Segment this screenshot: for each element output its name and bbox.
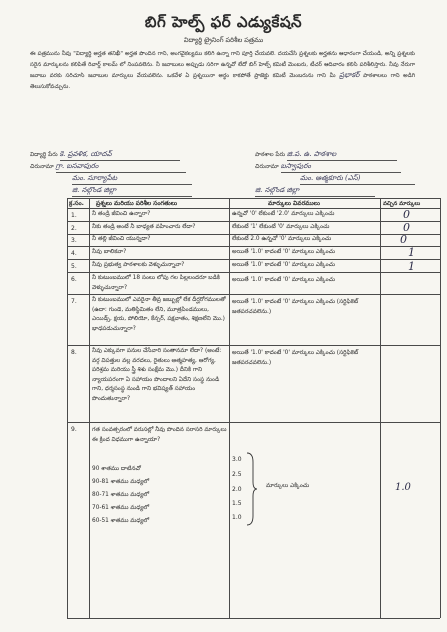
- row-1-mark[interactable]: 0: [403, 208, 410, 221]
- grade-3-score: 2.0: [232, 486, 242, 493]
- student-name-value[interactable]: కె. ప్రవళిక, యాదవ్: [60, 150, 180, 161]
- table-bottom-border: [67, 618, 440, 619]
- row-5-detail: అయితే '1.0' కాదంటే '0' మార్కులు ఎక్కించు: [232, 262, 335, 268]
- table-divider-3: [380, 198, 381, 618]
- instructions-text-end: పాఠశాలలు గాని అడిగి తెలుసుకోవచ్చును.: [30, 73, 416, 90]
- district-right-field[interactable]: [255, 186, 375, 197]
- village-label: చిరునామా: [255, 164, 279, 170]
- row-6-border: [67, 294, 440, 295]
- row-6-number: 6.: [71, 276, 77, 283]
- mandal-left-field[interactable]: [72, 174, 192, 185]
- grade-2-score: 2.5: [232, 471, 242, 478]
- row-5-border: [67, 272, 440, 273]
- brace-icon: [244, 452, 258, 527]
- table-divider-1: [89, 198, 90, 618]
- form-subtitle: విద్యార్థి ట్రైనింగ్ పరిశీల పత్రము: [183, 36, 264, 44]
- header-question: ప్రశ్నలు మరియు పరిశీల సంగతులు: [96, 200, 178, 207]
- student-name-field[interactable]: [30, 150, 180, 161]
- row-7-detail: అయితే '1.0' కాదంటే '0' మార్కులు ఎక్కించు (సర్టిఫికెట్ జతపరచవలెను.): [232, 299, 359, 315]
- address-field[interactable]: [30, 162, 186, 173]
- row-5-number: 5.: [71, 263, 77, 270]
- row-7-number: 7.: [71, 298, 77, 305]
- mandal-right-value[interactable]: మం. ఆత్మకూరు (ఎస్): [300, 174, 415, 185]
- table-border-left: [67, 198, 68, 618]
- district-left-value[interactable]: జి. నల్గొండ జిల్లా: [72, 186, 192, 197]
- row-4-number: 4.: [71, 250, 77, 257]
- row-9-question: గత సంవత్సరంలో వరుసల్లో నీవు పొందిన సరాసరి మార్కులు ఈ క్రింద విధముగా ఉన్నాయా?: [92, 427, 227, 443]
- row-9-detail: మార్కులు ఎక్కించు: [266, 483, 310, 489]
- mandal-right-field[interactable]: [300, 174, 415, 185]
- mandal-left-value[interactable]: మం. సూర్యాపేట: [72, 174, 192, 185]
- row-4-mark[interactable]: 1: [408, 246, 415, 259]
- row-1-question: నీ తండ్రి జీవించి ఉన్నారా?: [92, 211, 151, 217]
- instructions-paragraph: [30, 49, 415, 92]
- row-7-border: [67, 345, 440, 346]
- row-5-question: నీవు ప్రభుత్వ పాఠశాలకు వెళ్ళుచున్నావా?: [92, 262, 185, 268]
- row-8-border: [67, 422, 440, 423]
- row-4-border: [67, 259, 440, 260]
- table-border-right: [440, 198, 441, 618]
- header-marks: వచ్చిన మార్కులు: [383, 201, 421, 207]
- address-label: చిరునామా: [30, 164, 54, 170]
- header-sno: క్ర.సం.: [69, 200, 84, 207]
- village-value[interactable]: బస్వాపురం: [281, 162, 401, 173]
- row-3-number: 3.: [71, 237, 77, 244]
- row-5-mark[interactable]: 1: [408, 260, 415, 273]
- row-8-question: నీవు ఎక్కువగా పనుల చేసేవారి సంతానమా లేదా? (అంటే: వర్గ విపత్తుల వల్ల వరదలు, రైతులు ఆత్మహత్య, ఆరోగ్య, పరిశ్రమ మరియు స్త్రీ శిశు సంక్షేమ మొ.) దీనికి గాని న్యాయపరంగా ఏ సహాయం పొందాలని ఏదేని సంస్థ నుండి గాని, ధర్మసంస్థ నుండి గాని భవిష్యత్ సహాయం పొందుతున్నారా?: [92, 348, 222, 402]
- grade-1-label: 90 శాతము దాటినచో: [92, 466, 141, 472]
- row-3-detail: లేకుంటే 2.0 ఉన్నచో '0' మార్కులు ఎక్కించు: [232, 236, 332, 242]
- instructions-text: ఈ పత్రమును నీవు "విద్యార్థి అర్హత తనిఖీ" అర్హత పొందిన గాని, అంగవైకల్యము కలిగి ఉన్నా గాని పూర్తి చేయవలె. దయచేసి ప్రశ్నలకు అర్హతను ఆధారంగా చేయండి, అన్ని ప్రశ్నలకు సరైన మార్కులను కలిపితే రివార్డ్ కాలమ్ లో నింపవలెను. నీ జవాబులు అప్పుడు సరిగా ఉన్నవో లేదో బిగ్ హెల్ప్ కమిటీ మెంబరు, టీచర్ ఆదివారం కలిసి పరిశీలిస్తారు. నీవు నేరుగా జవాబు వరకు సరిచూసి జవాబుల మార్కులు వేయవలెను. ఒకవేళ ఏ ప్రశ్నయినా అర్థం కాకపోతే ప్రాజెక్టు కమిటీ మెంబరును గాని మీ: [30, 51, 415, 79]
- school-name-field[interactable]: [255, 150, 397, 161]
- row-2-number: 2.: [71, 225, 77, 232]
- row-2-question: నీకు తండ్రి అంటే నీ బాధ్యత వహించారు లేదా?: [92, 224, 196, 230]
- grade-3-label: 80-71 శాతము మధ్యలో: [92, 492, 150, 498]
- row-9-mark[interactable]: 1.0: [395, 482, 411, 493]
- handwritten-signature: ప్రభాకర్: [339, 71, 360, 79]
- table-top-border: [67, 198, 440, 199]
- grade-4-label: 70-61 శాతము మధ్యలో: [92, 505, 150, 511]
- grade-2-label: 90-81 శాతము మధ్యలో: [92, 479, 150, 485]
- row-2-mark[interactable]: 0: [403, 221, 410, 234]
- row-4-detail: అయితే '1.0' కాదంటే '0' మార్కులు ఎక్కించు: [232, 249, 335, 255]
- grade-1-score: 3.0: [232, 456, 242, 463]
- school-name-label: పాఠశాల పేరు: [255, 152, 286, 158]
- row-1-border: [67, 221, 440, 222]
- row-9-number: 9.: [71, 426, 77, 433]
- student-name-label: విద్యార్థి పేరు: [30, 152, 58, 158]
- school-name-value[interactable]: జి.ప. ఉ. పాఠశాల: [287, 150, 397, 161]
- form-title: బిగ్ హెల్ప్ ఫర్ ఎడ్యుకేషన్: [144, 13, 303, 31]
- header-row-border: [67, 208, 440, 209]
- grade-4-score: 1.5: [232, 500, 242, 507]
- row-2-detail: లేకుంటే '1' లేకుంటే '0' మార్కులు ఎక్కించు: [232, 224, 330, 230]
- table-divider-2: [229, 198, 230, 618]
- row-6-question: నీ కుటుంబములో 18 సంలు లోపు గల పిల్లలందరూ బడికి వెళ్ళుచున్నారా?: [92, 275, 220, 291]
- row-3-question: నీ తల్లి జీవించి యున్నదా?: [92, 236, 151, 242]
- row-1-number: 1.: [71, 212, 77, 219]
- grade-5-label: 60-51 శాతము మధ్యలో: [92, 518, 150, 524]
- district-right-value[interactable]: జి. నల్గొండ జిల్లా: [255, 186, 375, 197]
- row-4-question: నీవు బాలికవా?: [92, 249, 127, 255]
- grade-5-score: 1.0: [232, 514, 242, 521]
- header-details: మార్కులు వివరములు: [268, 200, 320, 207]
- row-1-detail: ఉన్నచో '0' లేకుంటే '2.0' మార్కులు ఎక్కించు: [232, 211, 335, 217]
- row-8-detail: అయితే '1.0' కాదంటే '0' మార్కులు ఎక్కించు (సర్టిఫికెట్ జతపరచవలెను.): [232, 350, 359, 366]
- address-value[interactable]: గ్రా. బసవాపురం: [56, 162, 186, 173]
- row-6-detail: అయితే '1.0' కాదంటే '0' మార్కులు ఎక్కించు: [232, 277, 335, 283]
- row-7-question: నీ కుటుంబములో ఎవరైనా తీవ్ర జబ్బుల్లో లేక దీర్ఘరోగములతో (ఉదా: గుండె, మతిస్థిమితం లేని, మూత్రపిండములు, ఎయిడ్స్, క్షయ, పోలియో, కేన్సర్, పక్షవాతం, శిక్షణలేని మొ.) భాధపడుచున్నారా?: [92, 297, 226, 332]
- row-3-border: [67, 246, 440, 247]
- district-left-field[interactable]: [72, 186, 192, 197]
- village-field[interactable]: [255, 162, 401, 173]
- row-8-number: 8.: [71, 349, 77, 356]
- row-3-mark[interactable]: 0: [400, 233, 407, 246]
